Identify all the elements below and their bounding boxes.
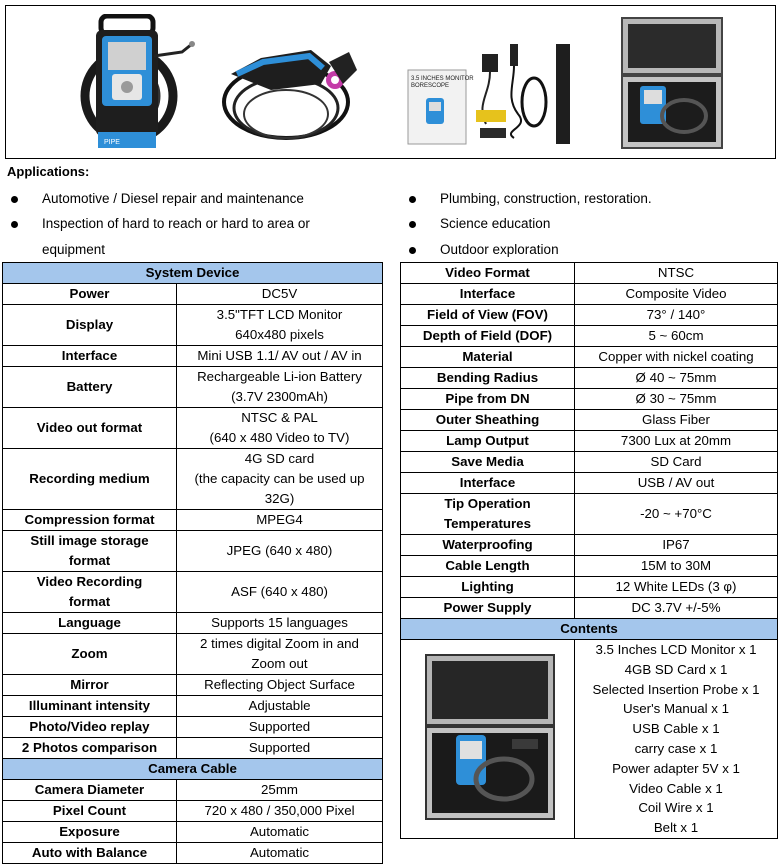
- spec-value: Composite Video: [575, 284, 778, 305]
- spec-value: NTSC & PAL (640 x 480 Video to TV): [177, 408, 383, 449]
- application-item: Outdoor exploration: [440, 242, 559, 257]
- spec-label: Pipe from DN: [401, 389, 575, 410]
- application-item: Plumbing, construction, restoration.: [440, 191, 652, 206]
- spec-label: Tip Operation Temperatures: [401, 494, 575, 535]
- spec-row: [401, 473, 778, 494]
- spec-value: Mini USB 1.1/ AV out / AV in: [177, 346, 383, 367]
- spec-value: DC 3.7V +/-5%: [575, 598, 778, 619]
- spec-row: [3, 305, 383, 346]
- spec-label: Camera Diameter: [3, 780, 177, 801]
- spec-label: Battery: [3, 367, 177, 408]
- spec-row: [3, 696, 383, 717]
- spec-row: [401, 452, 778, 473]
- spec-row: [401, 556, 778, 577]
- application-item: Inspection of hard to reach or hard to area or: [42, 216, 310, 231]
- spec-label: Interface: [401, 284, 575, 305]
- spec-value: Supported: [177, 738, 383, 759]
- spec-label: Video Format: [401, 263, 575, 284]
- contents-item: Power adapter 5V x 1: [612, 760, 740, 776]
- spec-value: 7300 Lux at 20mm: [575, 431, 778, 452]
- spec-label: Compression format: [3, 510, 177, 531]
- spec-label: Depth of Field (DOF): [401, 326, 575, 347]
- spec-label: Power Supply: [401, 598, 575, 619]
- bullet-icon: [409, 221, 416, 228]
- contents-item: Selected Insertion Probe x 1: [592, 681, 760, 697]
- spec-row: [401, 577, 778, 598]
- spec-row: [401, 368, 778, 389]
- bullet-icon: [409, 247, 416, 254]
- spec-row: [3, 572, 383, 613]
- reel-camera-photo: [74, 14, 198, 152]
- spec-row: [401, 494, 778, 535]
- bullet-icon: [11, 221, 18, 228]
- spec-label: Material: [401, 347, 575, 368]
- spec-value: Ø 30 ~ 75mm: [575, 389, 778, 410]
- spec-label: Cable Length: [401, 556, 575, 577]
- spec-value: 5 ~ 60cm: [575, 326, 778, 347]
- spec-label: Power: [3, 284, 177, 305]
- spec-value: 2 times digital Zoom in and Zoom out: [177, 634, 383, 675]
- spec-row: [3, 531, 383, 572]
- spec-value: -20 ~ +70°C: [575, 494, 778, 535]
- spec-value: 4G SD card (the capacity can be used up 32G): [177, 449, 383, 510]
- spec-label: Mirror: [3, 675, 177, 696]
- spec-value: NTSC: [575, 263, 778, 284]
- contents-item: USB Cable x 1: [632, 721, 720, 737]
- spec-label: Exposure: [3, 822, 177, 843]
- camera-spec-table: [400, 262, 778, 839]
- spec-label: Save Media: [401, 452, 575, 473]
- spec-row: [3, 449, 383, 510]
- spec-label: Video out format: [3, 408, 177, 449]
- spec-value: Supported: [177, 717, 383, 738]
- spec-value: Copper with nickel coating: [575, 347, 778, 368]
- applications-title: Applications:: [7, 164, 90, 179]
- contents-item: 4GB SD Card x 1: [624, 661, 728, 677]
- contents-row: [401, 640, 778, 839]
- spec-row: [3, 822, 383, 843]
- spec-value: DC5V: [177, 284, 383, 305]
- spec-label: Recording medium: [3, 449, 177, 510]
- spec-value: 25mm: [177, 780, 383, 801]
- spec-label: Outer Sheathing: [401, 410, 575, 431]
- spec-label: Zoom: [3, 634, 177, 675]
- contents-item: Video Cable x 1: [629, 780, 723, 796]
- spec-label: Still image storage format: [3, 531, 177, 572]
- kit-case-photo: [404, 641, 576, 831]
- spec-row: [3, 367, 383, 408]
- contents-list: [575, 640, 778, 839]
- spec-row: [3, 613, 383, 634]
- spec-value: Supports 15 languages: [177, 613, 383, 634]
- contents-item: User's Manual x 1: [623, 701, 729, 717]
- spec-row: [401, 263, 778, 284]
- accessory-box-label: 3.5 INCHES MONITOR BORESCOPE: [411, 76, 474, 89]
- bullet-icon: [409, 196, 416, 203]
- spec-value: IP67: [575, 535, 778, 556]
- spec-row: [3, 780, 383, 801]
- application-item: Science education: [440, 216, 551, 231]
- kit-photo-cell: [401, 640, 575, 839]
- spec-label: Interface: [3, 346, 177, 367]
- spec-value: Automatic: [177, 822, 383, 843]
- spec-label: Pixel Count: [3, 801, 177, 822]
- spec-label: Illuminant intensity: [3, 696, 177, 717]
- spec-label: Display: [3, 305, 177, 346]
- spec-value: USB / AV out: [575, 473, 778, 494]
- application-item: equipment: [42, 242, 106, 257]
- contents-item: carry case x 1: [634, 740, 718, 756]
- spec-row: [3, 284, 383, 305]
- spec-value: Rechargeable Li-ion Battery (3.7V 2300mAh): [177, 367, 383, 408]
- spec-row: [401, 535, 778, 556]
- spec-row: [3, 675, 383, 696]
- accessories-photo: [406, 14, 576, 152]
- spec-label: Video Recording format: [3, 572, 177, 613]
- spec-label: Lighting: [401, 577, 575, 598]
- spec-value: ASF (640 x 480): [177, 572, 383, 613]
- spec-value: 3.5"TFT LCD Monitor 640x480 pixels: [177, 305, 383, 346]
- spec-value: Adjustable: [177, 696, 383, 717]
- spec-row: [401, 431, 778, 452]
- spec-row: [3, 634, 383, 675]
- spec-row: [401, 305, 778, 326]
- contents-header: Contents: [401, 619, 778, 640]
- spec-value: Glass Fiber: [575, 410, 778, 431]
- spec-row: [401, 389, 778, 410]
- spec-value: Reflecting Object Surface: [177, 675, 383, 696]
- camera-cable-header-row: [3, 759, 383, 780]
- spec-label: 2 Photos comparison: [3, 738, 177, 759]
- system-device-header-row: [3, 263, 383, 284]
- product-photo-strip: [5, 5, 776, 159]
- spec-label: Photo/Video replay: [3, 717, 177, 738]
- camera-cable-header: Camera Cable: [3, 759, 383, 780]
- spec-row: [3, 801, 383, 822]
- spec-label: Language: [3, 613, 177, 634]
- spec-row: [3, 843, 383, 864]
- spec-row: [401, 326, 778, 347]
- spec-row: [3, 510, 383, 531]
- monitor-probe-photo: [211, 14, 366, 152]
- spec-row: [3, 346, 383, 367]
- spec-row: [401, 410, 778, 431]
- spec-row: [401, 598, 778, 619]
- spec-value: Automatic: [177, 843, 383, 864]
- spec-value: SD Card: [575, 452, 778, 473]
- bullet-icon: [11, 196, 18, 203]
- spec-label: Interface: [401, 473, 575, 494]
- spec-row: [401, 284, 778, 305]
- spec-value: Ø 40 ~ 75mm: [575, 368, 778, 389]
- spec-label: Waterproofing: [401, 535, 575, 556]
- spec-row: [401, 347, 778, 368]
- contents-header-row: [401, 619, 778, 640]
- spec-label: Auto with Balance: [3, 843, 177, 864]
- photo1-brand-label: PIPE: [104, 139, 120, 146]
- spec-value: 73° / 140°: [575, 305, 778, 326]
- spec-label: Lamp Output: [401, 431, 575, 452]
- contents-item: Belt x 1: [653, 820, 699, 836]
- spec-row: [3, 738, 383, 759]
- spec-value: MPEG4: [177, 510, 383, 531]
- application-item: Automotive / Diesel repair and maintenance: [42, 191, 304, 206]
- contents-item: Coil Wire x 1: [638, 800, 714, 816]
- system-device-header: System Device: [3, 263, 383, 284]
- spec-row: [3, 408, 383, 449]
- spec-value: 720 x 480 / 350,000 Pixel: [177, 801, 383, 822]
- spec-row: [3, 717, 383, 738]
- spec-value: JPEG (640 x 480): [177, 531, 383, 572]
- spec-label: Field of View (FOV): [401, 305, 575, 326]
- spec-value: 15M to 30M: [575, 556, 778, 577]
- carry-case-photo: [618, 14, 726, 152]
- system-device-table: [2, 262, 383, 864]
- spec-value: 12 White LEDs (3 φ): [575, 577, 778, 598]
- contents-item: 3.5 Inches LCD Monitor x 1: [595, 642, 757, 657]
- spec-label: Bending Radius: [401, 368, 575, 389]
